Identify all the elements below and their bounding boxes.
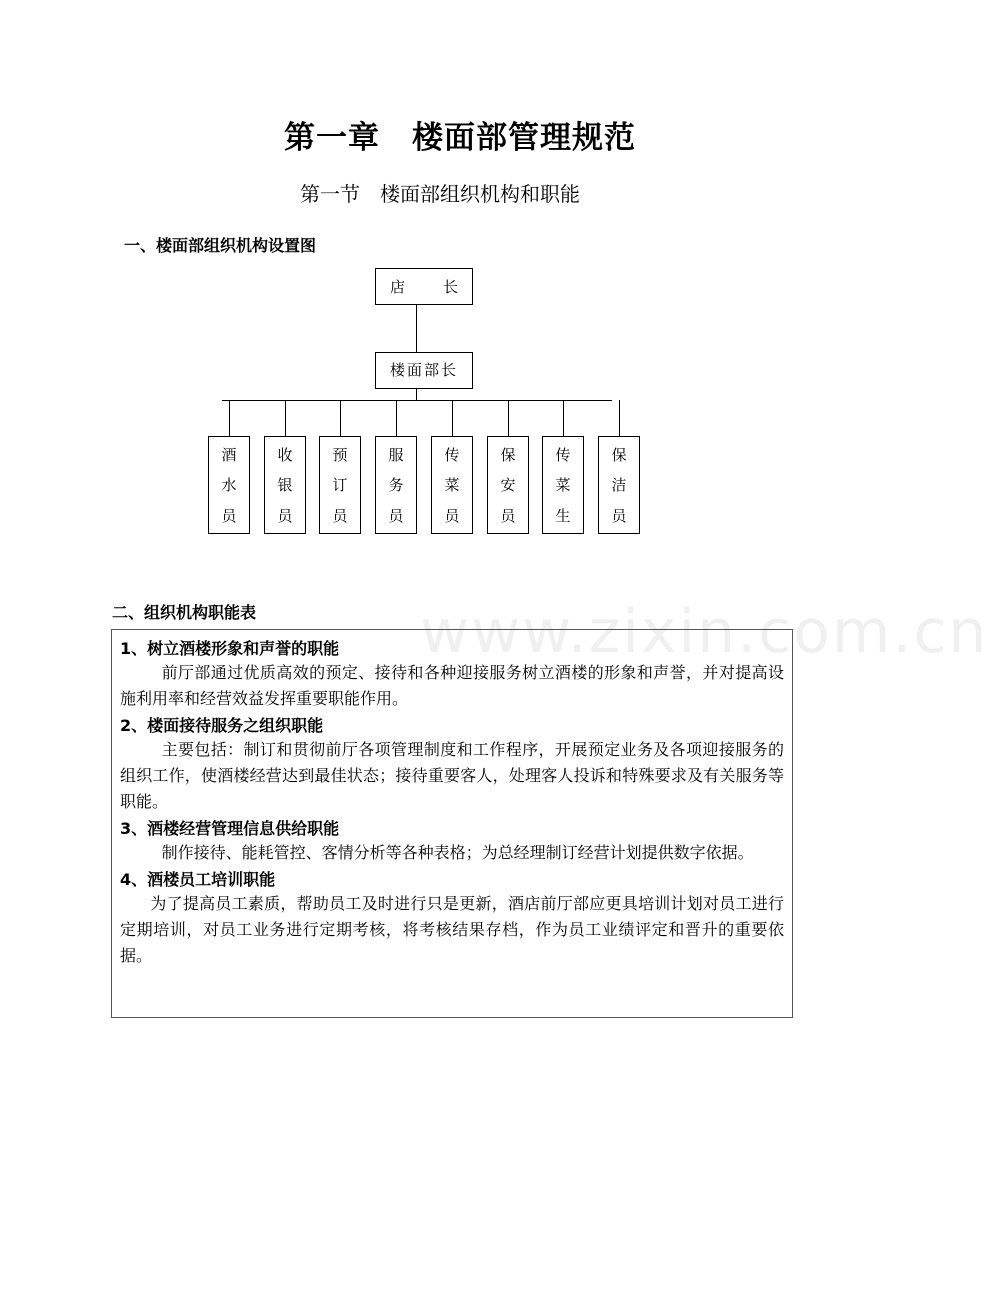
org-role-char: 订 <box>332 476 348 495</box>
function-item-title: 3、酒楼经营管理信息供给职能 <box>120 819 340 838</box>
org-role-char: 保 <box>611 445 627 464</box>
org-role-char: 保 <box>500 445 516 464</box>
org-role-char: 预 <box>332 445 348 464</box>
connector-role-vertical <box>508 400 509 436</box>
org-box-store-manager-char-1: 店 <box>390 278 406 296</box>
function-item <box>120 869 784 969</box>
org-role-char: 水 <box>221 476 237 495</box>
function-item-title: 2、楼面接待服务之组织职能 <box>120 716 324 735</box>
org-role-char: 员 <box>444 507 460 526</box>
chapter-title: 第一章 楼面部管理规范 <box>284 120 636 156</box>
org-role-char: 酒 <box>221 445 237 464</box>
functions-table <box>111 629 793 1018</box>
org-role-char: 收 <box>277 445 293 464</box>
connector-role-vertical <box>563 400 564 436</box>
org-box-store-manager-char-2: 长 <box>442 278 458 296</box>
functions-table-heading: 二、组织机构职能表 <box>112 603 257 622</box>
org-role-char: 传 <box>444 445 460 464</box>
org-chart-heading: 一、楼面部组织机构设置图 <box>124 236 317 255</box>
org-box-floor-manager: 楼面部长 <box>375 352 473 389</box>
org-role-char: 服 <box>388 445 404 464</box>
org-role-box <box>542 436 584 534</box>
function-item-body: 前厅部通过优质高效的预定、接待和各种迎接服务树立酒楼的形象和声誉，并对提高设施利用率和经营效益发挥重要职能作用。 <box>120 663 784 708</box>
org-role-char: 员 <box>611 507 627 526</box>
org-role-char: 安 <box>500 476 516 495</box>
org-role-char: 务 <box>388 476 404 495</box>
org-role-char: 员 <box>221 507 237 526</box>
org-role-char: 传 <box>555 445 571 464</box>
org-role-box <box>487 436 529 534</box>
org-role-char: 银 <box>277 476 293 495</box>
org-role-box <box>208 436 250 534</box>
function-item <box>120 818 784 866</box>
org-role-char: 员 <box>277 507 293 526</box>
org-role-box <box>598 436 640 534</box>
connector-role-vertical <box>340 400 341 436</box>
org-role-char: 员 <box>332 507 348 526</box>
org-role-char: 员 <box>388 507 404 526</box>
org-role-char: 菜 <box>555 476 571 495</box>
function-item-body: 为了提高员工素质，帮助员工及时进行只是更新，酒店前厅部应更具培训计划对员工进行定期培训，对员工业务进行定期考核，将考核结果存档，作为员工业绩评定和晋升的重要依据。 <box>120 894 784 965</box>
function-item <box>120 715 784 815</box>
org-role-box <box>264 436 306 534</box>
connector-horizontal-bus <box>222 400 612 401</box>
connector-role-vertical <box>229 400 230 436</box>
connector-role-vertical <box>452 400 453 436</box>
function-item-title: 1、树立酒楼形象和声誉的职能 <box>120 639 340 658</box>
org-role-box <box>431 436 473 534</box>
function-item-title: 4、酒楼员工培训职能 <box>120 870 276 889</box>
section-title: 第一节 楼面部组织机构和职能 <box>300 182 580 206</box>
org-role-char: 菜 <box>444 476 460 495</box>
function-item-body: 制作接待、能耗管控、客情分析等各种表格；为总经理制订经营计划提供数字依据。 <box>161 843 754 862</box>
org-role-char: 员 <box>500 507 516 526</box>
connector-role-vertical <box>619 400 620 436</box>
org-role-box <box>319 436 361 534</box>
org-role-box <box>375 436 417 534</box>
connector-role-vertical <box>285 400 286 436</box>
connector-top-vertical <box>416 305 417 352</box>
org-box-store-manager <box>375 268 473 305</box>
watermark: www.zixin.com.cn <box>420 597 988 667</box>
org-role-char: 洁 <box>611 476 627 495</box>
org-role-char: 生 <box>555 507 571 526</box>
connector-role-vertical <box>396 400 397 436</box>
function-item <box>120 638 784 712</box>
function-item-body: 主要包括：制订和贯彻前厅各项管理制度和工作程序，开展预定业务及各项迎接服务的组织工作，使酒楼经营达到最佳状态；接待重要客人，处理客人投诉和特殊要求及有关服务等职能。 <box>120 740 784 811</box>
